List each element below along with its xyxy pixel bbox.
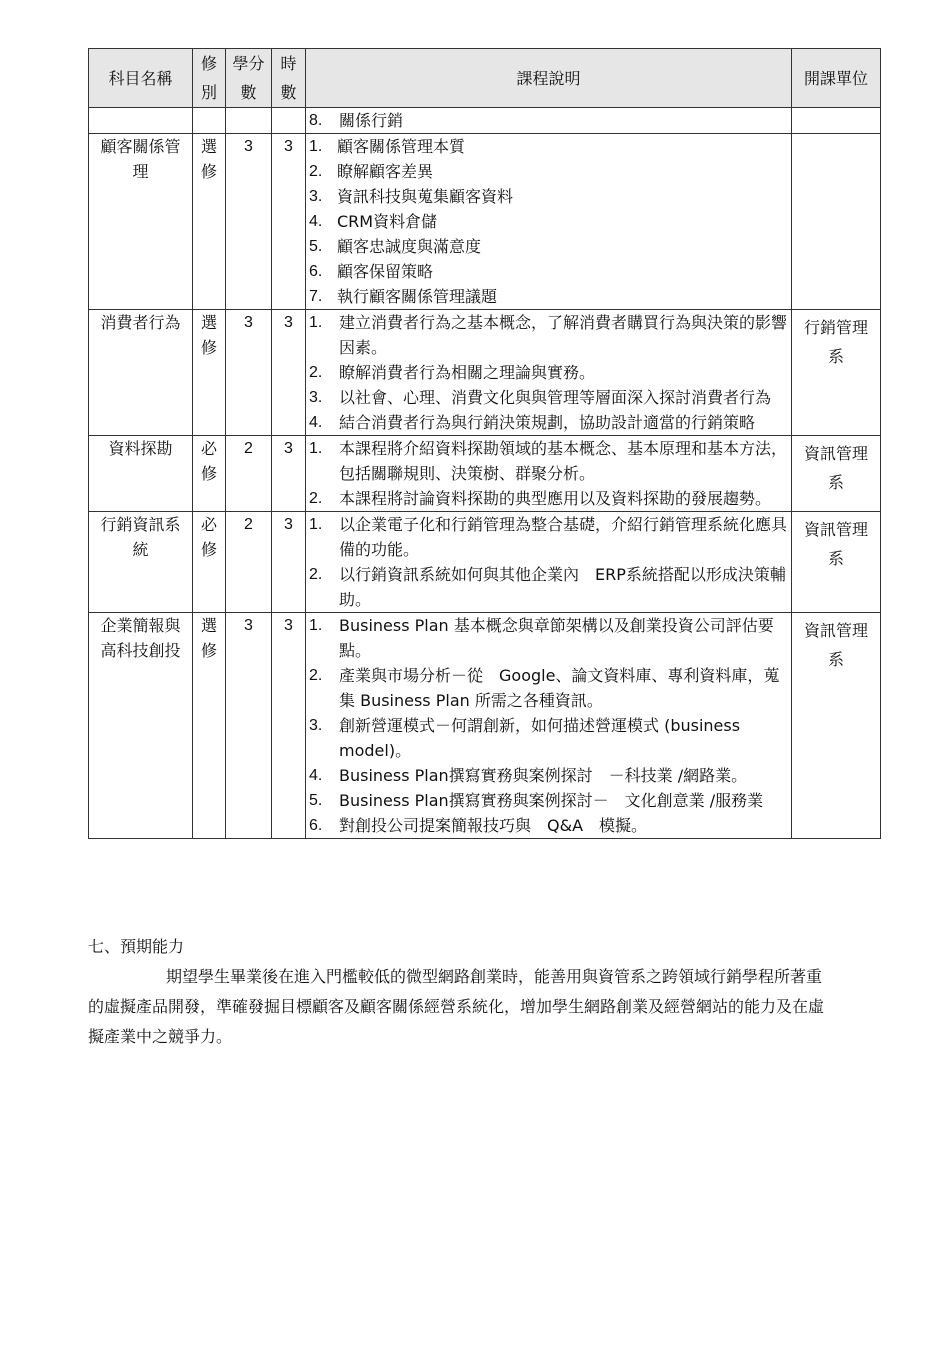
course-row [89, 310, 881, 436]
course-type: 必 修 [193, 436, 226, 512]
description-item: 2. 以行銷資訊系統如何與其他企業內 ERP系統搭配以形成決策輔助。 [309, 565, 786, 609]
description-item: 3. 以社會、心理、消費文化與與管理等層面深入探討消費者行為 [309, 388, 772, 407]
course-row [89, 436, 881, 512]
course-credits: 3 [226, 613, 272, 839]
course-row [89, 613, 881, 839]
header-row [89, 49, 881, 108]
course-description [306, 436, 792, 512]
description-item: 3. 創新營運模式－何謂創新，如何描述營運模式 (business model)。 [309, 716, 741, 760]
course-hours: 3 [272, 512, 306, 613]
course-department: 資訊管理 系 [792, 436, 881, 512]
description-item: 2. 瞭解顧客差異 [309, 162, 434, 181]
header-credits: 學分 數 [226, 49, 272, 108]
course-type: 必 修 [193, 512, 226, 613]
header-hours: 時 數 [272, 49, 306, 108]
course-department: 資訊管理 系 [792, 613, 881, 839]
description-item: 3. 資訊科技與蒐集顧客資料 [309, 187, 514, 206]
description-item: 6. 對創投公司提案簡報技巧與 Q&A 模擬。 [309, 816, 648, 835]
course-type: 選 修 [193, 310, 226, 436]
description-item: 4. 結合消費者行為與行銷決策規劃，協助設計適當的行銷策略 [309, 413, 756, 432]
header-course-name: 科目名稱 [89, 49, 193, 108]
description-item: 1. 以企業電子化和行銷管理為整合基礎，介紹行銷管理系統化應具備的功能。 [309, 515, 788, 559]
course-row [89, 134, 881, 310]
course-hours: 3 [272, 436, 306, 512]
course-hours: 3 [272, 134, 306, 310]
description-item: 1. 本課程將介紹資料探勘領域的基本概念、基本原理和基本方法，包括關聯規則、決策樹、群聚分析。 [309, 439, 788, 483]
description-item: 5. Business Plan撰寫實務與案例探討－ 文化創意業 /服務業 [309, 791, 764, 810]
course-name: 資料探勘 [89, 436, 193, 512]
course-hours: 3 [272, 310, 306, 436]
course-description [306, 512, 792, 613]
description-item: 5. 顧客忠誠度與滿意度 [309, 237, 482, 256]
description-item: 1. Business Plan 基本概念與章節架構以及創業投資公司評估要點。 [309, 616, 774, 660]
description-item: 2. 瞭解消費者行為相關之理論與實務。 [309, 363, 596, 382]
course-hours: 3 [272, 613, 306, 839]
course-description [306, 134, 792, 310]
course-rows [89, 134, 881, 839]
course-row [89, 512, 881, 613]
header-description: 課程說明 [306, 49, 792, 108]
section-heading: 七、預期能力 [88, 937, 185, 956]
course-credits: 3 [226, 310, 272, 436]
description-item: 6. 顧客保留策略 [309, 262, 434, 281]
description-item: 2. 產業與市場分析－從 Google、論文資料庫、專利資料庫，蒐集 Business Plan 所需之各種資訊。 [309, 666, 780, 710]
course-type: 選 修 [193, 134, 226, 310]
course-type: 選 修 [193, 613, 226, 839]
header-course-type: 修 別 [193, 49, 226, 108]
description-item: 4. CRM資料倉儲 [309, 212, 438, 231]
course-department [792, 134, 881, 310]
header-department: 開課單位 [792, 49, 881, 108]
course-name: 企業簡報與 高科技創投 [89, 613, 193, 839]
course-name: 顧客關係管 理 [89, 134, 193, 310]
course-credits: 3 [226, 134, 272, 310]
course-table [88, 48, 881, 839]
description-item: 1. 顧客關係管理本質 [309, 137, 466, 156]
course-department: 資訊管理 系 [792, 512, 881, 613]
course-name: 行銷資訊系 統 [89, 512, 193, 613]
description-item: 7. 執行顧客關係管理議題 [309, 287, 498, 306]
course-description [306, 613, 792, 839]
description-item: 4. Business Plan撰寫實務與案例探討 －科技業 /網路業。 [309, 766, 748, 785]
course-credits: 2 [226, 512, 272, 613]
description-item: 8. 關係行銷 [309, 111, 404, 130]
section-body: 期望學生畢業後在進入門檻較低的微型網路創業時，能善用與資管系之跨領域行銷學程所著重的虛擬產品開發，準確發掘目標顧客及顧客關係經營系統化，增加學生網路創業及經營網站的能力及在虛擬產業中之競爭力。 [88, 967, 825, 1046]
description-item: 2. 本課程將討論資料探勘的典型應用以及資料探勘的發展趨勢。 [309, 489, 772, 508]
course-credits: 2 [226, 436, 272, 512]
course-description [306, 310, 792, 436]
description-item: 1. 建立消費者行為之基本概念，了解消費者購買行為與決策的影響因素。 [309, 313, 788, 357]
course-department: 行銷管理 系 [792, 310, 881, 436]
course-name: 消費者行為 [89, 310, 193, 436]
continuation-row [89, 108, 881, 134]
